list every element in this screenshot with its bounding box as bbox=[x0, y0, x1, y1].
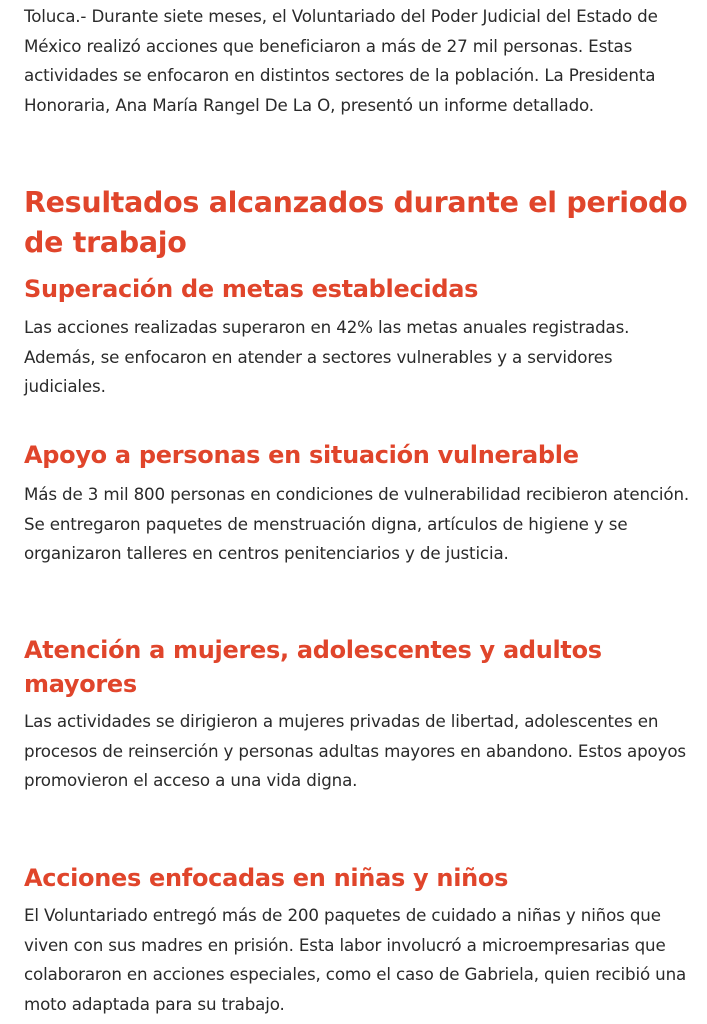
section-heading-metas: Superación de metas establecidas bbox=[24, 275, 479, 303]
section-heading-mujeres: Atención a mujeres, adolescentes y adultos mayores bbox=[24, 636, 602, 698]
lead-paragraph: Toluca.- Durante siete meses, el Voluntariado del Poder Judicial del Estado de México realizó acciones que beneficiaron a más de 27 mil personas. Estas actividades se enfocaron en distintos sectores de la población. La Presidenta Honoraria, Ana María Rangel De La O, presentó un informe detallado. bbox=[24, 6, 658, 115]
section-body-ninos: El Voluntariado entregó más de 200 paquetes de cuidado a niñas y niños que viven con sus madres en prisión. Esta labor involucró a microempresarias que colaboraron en acciones especiales, como el caso de Gabriela, quien recibió una moto adaptada para su trabajo. bbox=[24, 905, 687, 1014]
section-body-mujeres: Las actividades se dirigieron a mujeres privadas de libertad, adolescentes en procesos de reinserción y personas adultas mayores en abandono. Estos apoyos promovieron el acceso a una vida digna. bbox=[24, 711, 686, 791]
section-body-metas: Las acciones realizadas superaron en 42% las metas anuales registradas. Además, se enfocaron en atender a sectores vulnerables y a servidores judiciales. bbox=[24, 317, 630, 397]
section-heading-vulnerable: Apoyo a personas en situación vulnerable bbox=[24, 441, 579, 469]
main-heading: Resultados alcanzados durante el periodo de trabajo bbox=[24, 186, 688, 259]
section-heading-ninos: Acciones enfocadas en niñas y niños bbox=[24, 864, 509, 892]
section-body-vulnerable: Más de 3 mil 800 personas en condiciones de vulnerabilidad recibieron atención. Se entregaron paquetes de menstruación digna, artículos de higiene y se organizaron talleres en centros penitenciarios y de justicia. bbox=[24, 484, 690, 564]
